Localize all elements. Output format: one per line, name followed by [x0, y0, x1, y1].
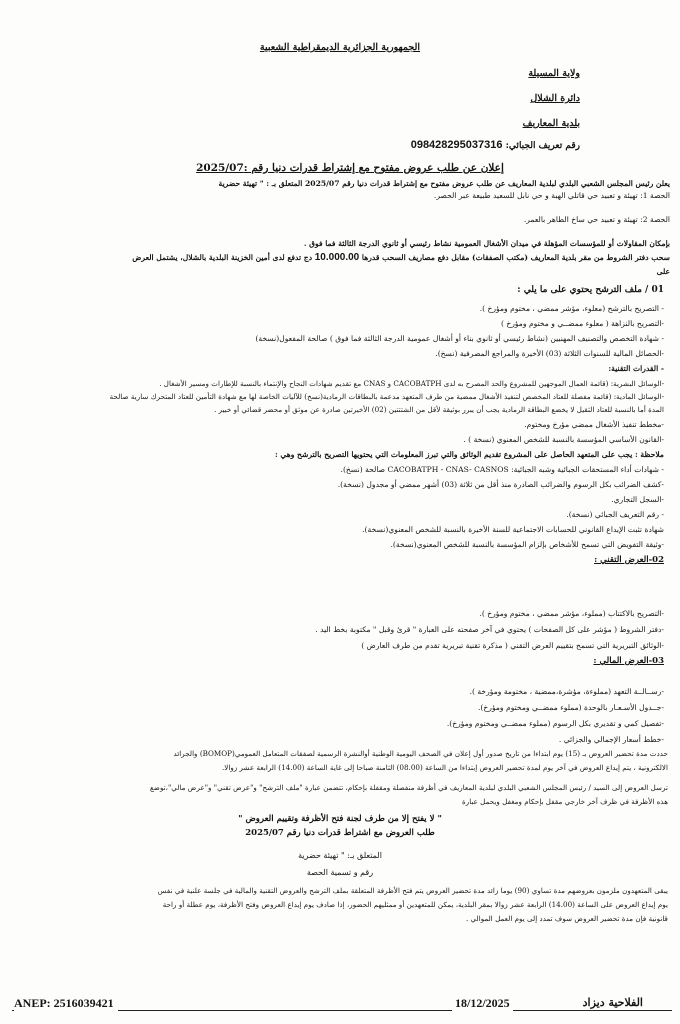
s1-item: - رقم التعريف الجبائي (نسخة). [566, 510, 664, 519]
s1-item: -كشف الضرائب بكل الرسوم والضرائب الصادرة منذ أقل من ثلاثة (03) أشهر ممضي أو مجدول (نسخة). [337, 480, 664, 489]
lot-2: الحصة 2: تهيئة و تعبيد حي ساخ الطاهر بالعمر. [523, 215, 670, 224]
s3-item: -تفصيل كمي و تقديري بكل الرسوم (مملوء ممضــي ومختوم ومؤرخ). [446, 719, 664, 728]
closing-line: قانونية فإن مدة تحضير العروض سوف تمدد إلى يوم العمل الموالي . [465, 914, 668, 923]
section-1-title: 01 / ملف الترشح يحتوي على ما يلي : [517, 285, 664, 295]
closing-line: يوم إيداع العروض على الساعة (14.00) الرابعة عشر زوالا بمقر البلدية، يمكن للمتعهدين أو ممثليهم الحضور، إذا صادف يوم إيداع العروض وفتح الأظرفة، يوم عطلة أو راحة [162, 900, 668, 909]
s1-item: -مخطط تنفيذ الأشغال ممضي مؤرخ ومختوم. [524, 420, 664, 429]
withdraw-amount: 10.000.00 [314, 252, 360, 263]
s1-item: -وثيقة التفويض التي تسمح للأشخاص بإلزام المؤسسة بالنسبة للشخص المعنوي(نسخة). [390, 540, 664, 549]
s1-item: - التصريح بالترشح (معلوء، مؤشر ممضي ، مختوم ومؤرخ ). [479, 304, 664, 313]
s1-item: شهادة تثبت الإيداع القانوني للحسابات الاجتماعية للسنة الأخيرة بالنسبة للشخص المعنوي(نسخة). [362, 525, 664, 534]
daira-label: دائرة الشلال [530, 93, 580, 104]
footer-date: 18/12/2025 [452, 996, 513, 1011]
section-3-title: 03-العرض المالي : [593, 656, 664, 666]
withdraw-text-a: سحب دفتر الشروط من مقر بلدية المعاريف (مكتب الصفقات) مقابل دفع مصاريف السحب قدرها [361, 253, 670, 262]
eligibility-line: بإمكان المقاولات أو للمؤسسات المؤهلة في ميدان الأشغال العمومية نشاط رئيسي أو ثانوي الدرجة الثالثة فما فوق . [303, 239, 670, 248]
tax-id-row [411, 139, 580, 151]
s1-item: -الحصائل المالية للسنوات الثلاثة (03) الأخيرة والمراجع المصرفية (نسخ). [435, 349, 664, 358]
s1-item: -القانون الأساسي المؤسسة بالنسبة للشخص المعنوي (نسخة ) . [463, 435, 664, 444]
envelope-inscription: " لا يفتح إلا من طرف لجنة فتح الأظرفة وتقييم العروض " [238, 814, 442, 824]
envelope-lot: رقم و تسمية الحصة [306, 868, 374, 877]
wilaya-label: ولاية المسيلة [528, 68, 580, 79]
s1-note: ملاحظة : يجب على المتعهد الحاصل على المشروع تقديم الوثائق والتي تبرز المعلومات التي يحتويها التصريح بالترشح وهي : [274, 450, 664, 459]
s1-item: - القدرات التقنية: [608, 364, 664, 373]
s3-item: -خطط أسعار الإجمالي والجزائي . [558, 735, 664, 744]
s2-item: -التصريح بالاكتتاب (مملوء، مؤشر ممضي ، مختوم ومؤرخ ). [479, 609, 664, 618]
s1-item: -التصريح بالنزاهة ( معلوء ممضــي و مختوم ومؤرخ ) [500, 319, 664, 328]
s1-item: -الوسائل البشرية: (قائمة العمال الموجهين للمشروع والحد المصرح به لدى CACOBATPH و CNAS مع تقديم شهادات النجاح والإنتماء بالنسبة للإطارات ومسير الأشغال . [159, 379, 664, 388]
tax-id-label: رقم تعريف الجبائي: [505, 141, 580, 151]
s2-item: -الوثائق التبريرية التي تسمح بتقييم العرض التقني ( مذكرة تقنية تبريرية تقدم من طرف العارض ) [361, 641, 664, 650]
closing-line: حددت مدة تحضير العروض بـ (15) يوم ابتداءا من تاريخ صدور أول إعلان في الصحف اليومية الوطنية أوالنشرة الرسمية لصفقات المتعامل العمومي(BOMOP) والجرائد [173, 749, 668, 758]
anep-reference: ANEP: 2516039421 [14, 996, 118, 1011]
tax-id-value: 098428295037316 [410, 139, 503, 151]
s1-item: المدة أما بالنسبة للعتاد الثقيل لا يخضع البطاقة الرمادية يجب أن يبرر بوثيقة لأقل من الشتتتين (02) الأخيرتين صادرة عن موثق أو محضر قضائي أو خبير . [214, 405, 664, 414]
s1-item: - شهادات أداء المستحقات الجبائية وشبه الجبائية: CACOBATPH - CNAS- CASNOS صالحة (نسخ). [340, 465, 664, 474]
s1-item: -الوسائل المادية: (قائمة مفصلة للعتاد المخصص لتنفيذ الأشغال ممضية من طرف المتعهد مدعمة بالبطاقات الرمادية(نسخ) للآليات الخاصة لها مع شهادة التأمين للعتاد المتحرك سارية صالحة [109, 392, 664, 401]
lot-1: الحصة 1: تهيئة و تعبيد حي قاتلي الهبة و حي نابل للسعيد طبيعة عبر الحصر. [433, 191, 670, 200]
notice-title: إعلان عن طلب عروض مفتوح مع إشتراط قدرات دنيا رقم :2025/07 [196, 162, 504, 174]
s1-item: -السجل التجاري. [611, 495, 664, 504]
withdraw-line [10, 252, 670, 263]
intro-line: يعلن رئيس المجلس الشعبي البلدي لبلدية المعاريف عن طلب عروض مفتوح مع إشتراط قدرات دنيا رقم 2025/07 المتعلق بـ : " تهيئة حضرية [218, 179, 670, 188]
withdraw-line-end: على [656, 267, 670, 276]
envelope-tender-ref: طلب العروض مع اشتراط قدرات دنيا رقم 2025/07 [245, 828, 435, 838]
s3-item: -جــدول الأسـعـار بالوحدة (مملوء ممضــي ومختوم ومؤرخ). [478, 703, 664, 712]
closing-line: الالكترونية ، يتم إيداع العروض في آخر يوم لمدة تحضير العروض إبتداءا من الساعة (08.00) الثامنة صباحا إلى غاية الساعة (14.00) الرابعة عشر زوالا. [221, 763, 668, 772]
closing-line: ترسل العروض إلى السيد / رئيس المجلس الشعبي البلدي لبلدية المعاريف في أظرفة منفصلة ومقفلة بإحكام، تتضمن عبارة "ملف الترشح" و"عرض تقني" و"عرض مالي"،توضع [150, 783, 668, 792]
republic-heading: الجمهورية الجزائرية الديمقراطية الشعبية [259, 42, 421, 53]
commune-label: بلدية المعاريف [522, 118, 580, 129]
withdraw-text-b: دج تدفع لدى أمين الخزينة البلدية بالشلال، يشتمل العرض [132, 253, 313, 262]
newspaper-name: الفلاحية ديزاد [580, 996, 646, 1009]
s2-item: -دفتر الشروط ( مؤشر على كل الصفحات ) يحتوي في آخر صفحته على العبارة " قرئ وقبل " مكتوبة بخط اليد . [315, 625, 664, 634]
s1-item: - شهادة التخصص والتصنيف المهنيين (نشاط رئيسي أو ثانوي بناء أو أشغال عمومية الدرجة الثالثة فما فوق ) صالحة المفعول(نسخة) [255, 334, 664, 343]
closing-line: يبقى المتعهدون ملزمون بعروضهم مدة تساوي (90) يوما زائد مدة تحضير العروض يتم فتح الأظرفة المتعلقة بملف الترشح والعروض التقنية والمالية في جلسة علنية في نفس [157, 886, 668, 895]
section-2-title: 02-العرض التقني : [594, 555, 664, 565]
s3-item: -رســالــة التعهد (مملوءة، مؤشرة،ممضية ، مختومة ومؤرخة ). [469, 687, 664, 696]
envelope-subject: المتعلق بـ: " تهيئة حضرية [298, 851, 382, 860]
closing-line: هذه الأظرفة في ظرف آخر خارجي مقفل بإحكام ومغفل ويحمل عبارة [461, 797, 668, 806]
